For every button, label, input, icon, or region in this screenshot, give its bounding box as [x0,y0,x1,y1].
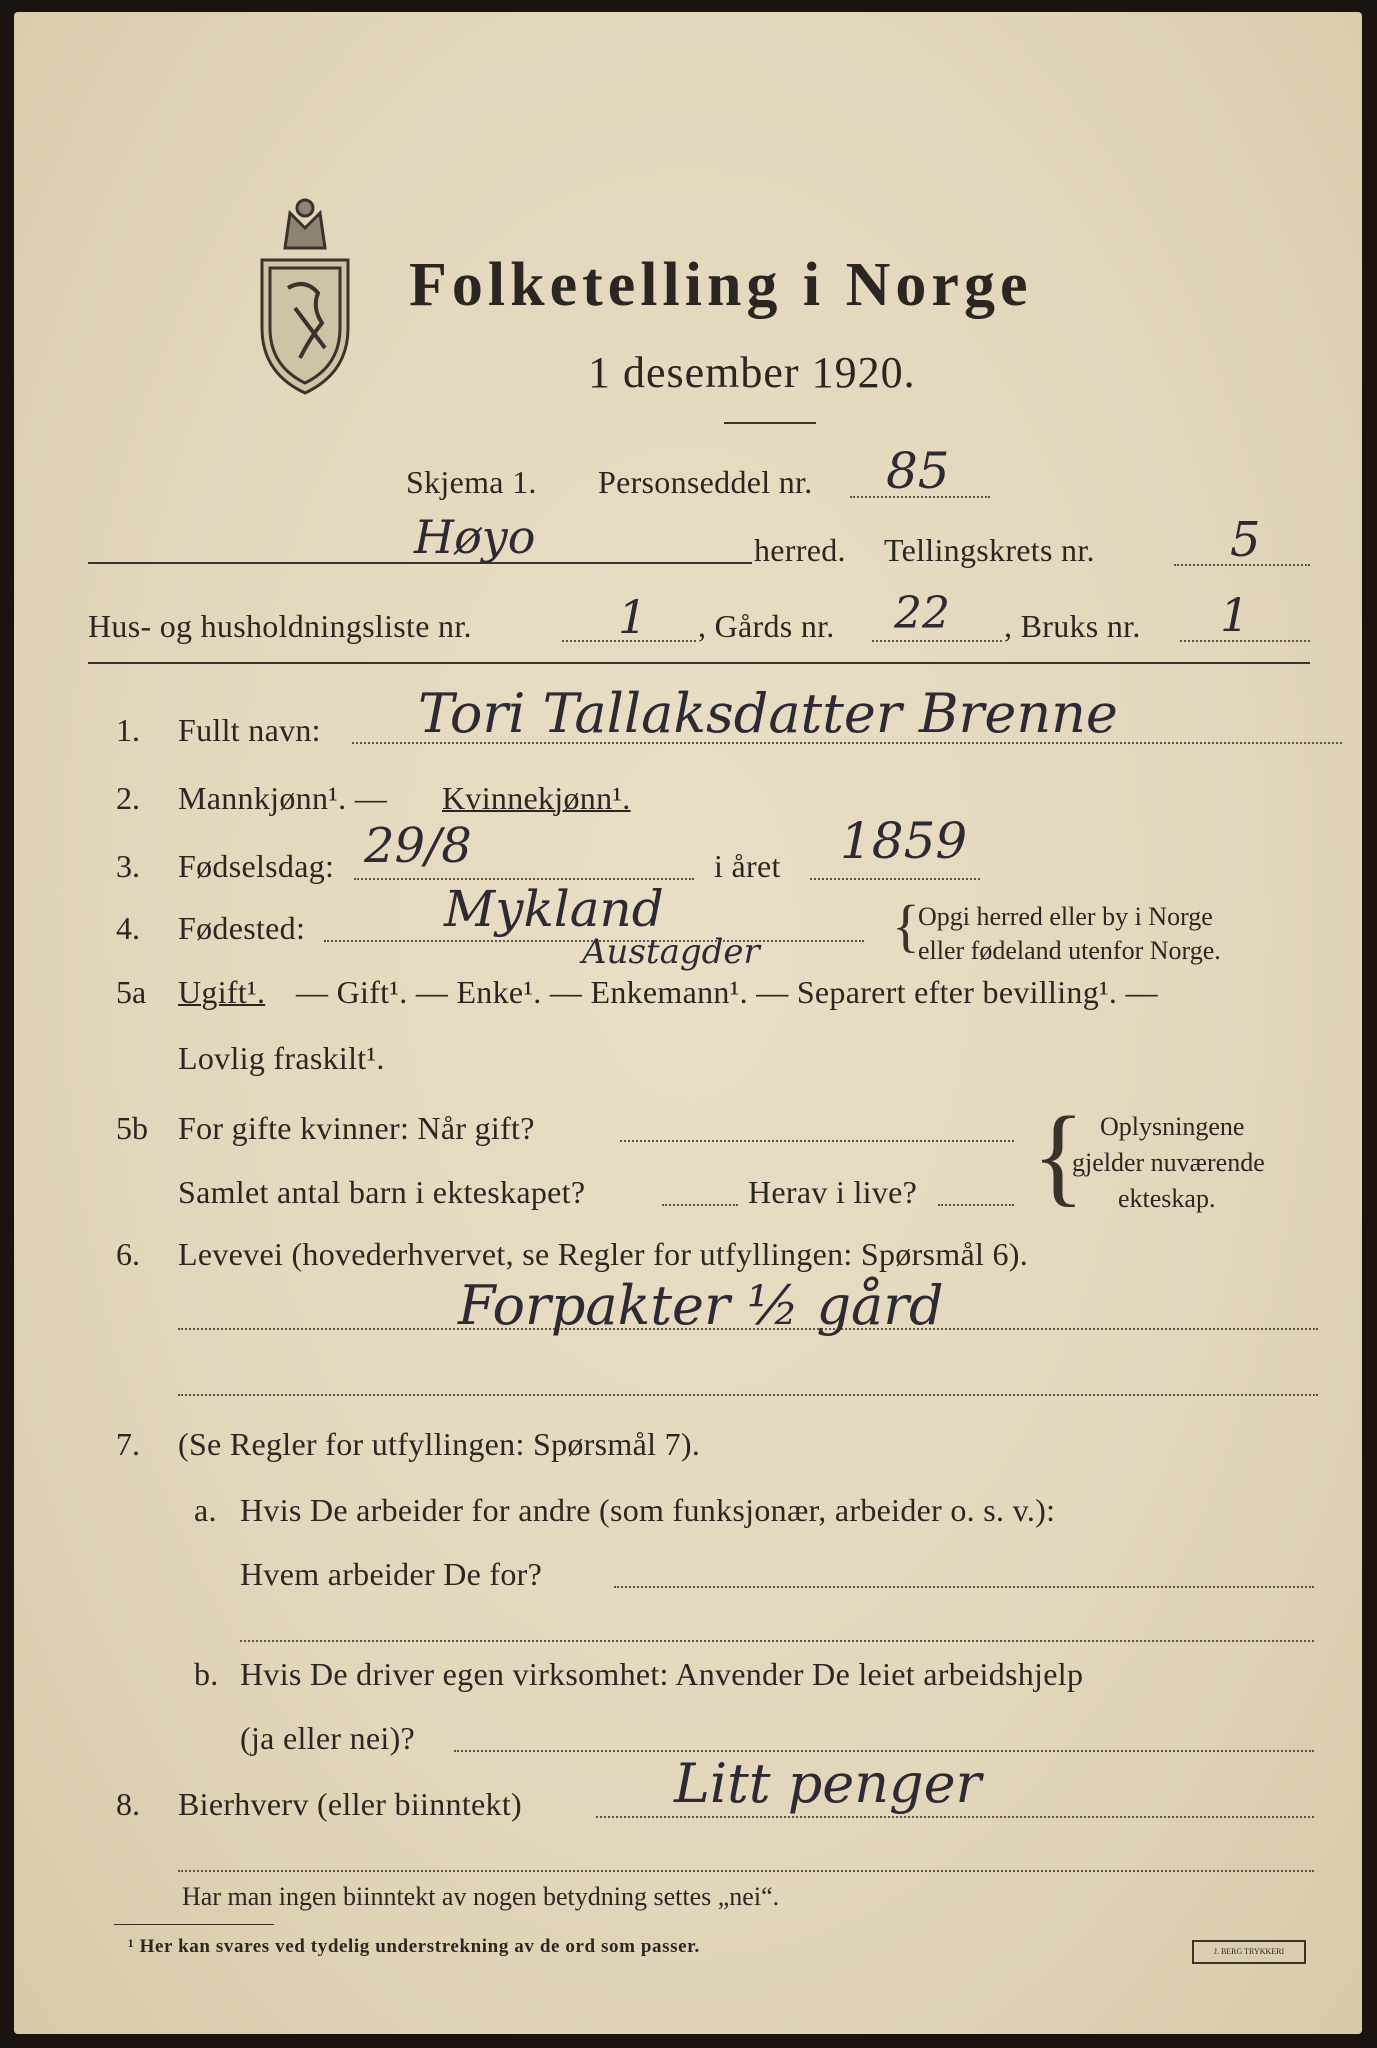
marriage-note-3: ekteskap. [1118,1184,1216,1213]
birthplace-note-2: eller fødeland utenfor Norge. [918,936,1221,965]
occupation-value: Forpakter ½ gård [458,1274,944,1337]
marriage-note-2: gjelder nuværende [1072,1148,1265,1177]
own-business-question: Hvis De driver egen virksomhet: Anvender De leiet arbeidshjelp [240,1656,1084,1692]
gards-label: , Gårds nr. [698,608,835,644]
husliste-label: Hus- og husholdningsliste nr. [88,608,472,644]
occupation-label: Levevei (hovederhvervet, se Regler for utfyllingen: Spørsmål 6). [178,1236,1029,1272]
income-note: Har man ingen biinntekt av nogen betydning settes „nei“. [182,1882,780,1911]
hired-help-label: (ja eller nei)? [240,1720,416,1756]
birth-year-value: 1859 [840,812,968,870]
year-label: i året [714,848,781,884]
coat-of-arms-icon [250,188,360,398]
birthdate-value: 29/8 [364,818,472,874]
skjema-label: Skjema 1. [406,464,537,500]
marital-unmarried: Ugift¹. [178,974,266,1010]
printer-stamp: J. BERG TRYKKERI [1192,1940,1306,1964]
form-title: Folketelling i Norge [409,251,1033,319]
birthdate-label: Fødselsdag: [178,848,335,884]
herred-value: Høyo [414,510,536,564]
birthplace-value: Mykland [444,880,664,938]
bruks-value: 1 [1220,588,1250,642]
alive-label: Herav i live? [748,1174,918,1210]
marital-divorced: Lovlig fraskilt¹. [178,1040,385,1076]
full-name-value: Tori Tallaksdatter Brenne [418,682,1118,745]
full-name-label: Fullt navn: [178,712,321,748]
tellingskrets-label: Tellingskrets nr. [884,532,1095,568]
employer-label: Hvem arbeider De for? [240,1556,543,1592]
married-when-label: For gifte kvinner: Når gift? [178,1110,535,1146]
female-option: Kvinnekjønn¹. [442,780,631,816]
side-income-label: Bierhverv (eller biinntekt) [178,1786,522,1822]
census-form: Folketelling i Norge 1 desember 1920. Skjema 1. Personseddel nr. 85 Høyo herred. Tellingskrets nr. 5 Hus- og husholdningsliste nr. 1 , Gårds nr. 22 , Bruks nr. 1 1. Fullt navn: Tori Tallaksdatter Brenne 2. Mannkjønn¹. — Kvinnekjønn¹. 3. Fødselsdag: 29/8 i året 1859 4. Fødested: Mykland Austagder { Opgi herred eller by i Norge eller fødeland utenfor Norge. 5a Ugift¹. — Gift¹. — Enke¹. — Enkemann¹. — Separert efter bevilling¹. — Lovlig fraskilt¹. 5b For gifte kvinner: Når gift? Samlet antal barn i ekteskapet? Herav i live? { Oplysningene gjelder nuværende ekteskap. 6. Levevei (hovederhvervet, se Regler for utfyllingen: Spørsmål 6). Forpakter ½ gård 7. (Se Regler for utfyllingen: Spørsmål 7). a. Hvis De arbeider for andre (som funksjonær, arbeider o. s. v.): Hvem arbeider De for? b. Hvis De driver egen virksomhet: Anvender De leiet arbeidshjelp (ja eller nei)? 8. Bierhverv (eller biinntekt) Litt penger Har man ingen biinntekt av nogen betydning settes „nei“. ¹ Her kan svares ved tydelig understrekning av de ord som passer. J. BERG TRYKKERI [14,12,1362,2034]
gards-value: 22 [894,588,950,639]
bruks-label: , Bruks nr. [1004,608,1141,644]
birthplace-label: Fødested: [178,910,306,946]
husliste-value: 1 [618,590,648,644]
children-label: Samlet antal barn i ekteskapet? [178,1174,586,1210]
marital-options: — Gift¹. — Enke¹. — Enkemann¹. — Separert efter bevilling¹. — [296,974,1158,1010]
form-date: 1 desember 1920. [588,348,916,397]
employer-question: Hvis De arbeider for andre (som funksjonær, arbeider o. s. v.): [240,1492,1056,1528]
side-income-value: Litt penger [674,1752,982,1815]
title-divider [724,422,816,424]
birthplace-county: Austagder [582,932,760,972]
header-rule [88,662,1310,664]
q7-label: (Se Regler for utfyllingen: Spørsmål 7). [178,1426,701,1462]
herred-label: herred. [754,532,846,568]
tellingskrets-value: 5 [1230,512,1261,568]
marriage-note-1: Oplysningene [1100,1112,1245,1141]
footnote: ¹ Her kan svares ved tydelig understrekning av de ord som passer. [128,1936,700,1957]
male-option: Mannkjønn¹. — [178,780,388,816]
personseddel-label: Personseddel nr. [598,464,813,500]
birthplace-note-1: Opgi herred eller by i Norge [918,902,1213,931]
personseddel-value: 85 [886,442,950,500]
